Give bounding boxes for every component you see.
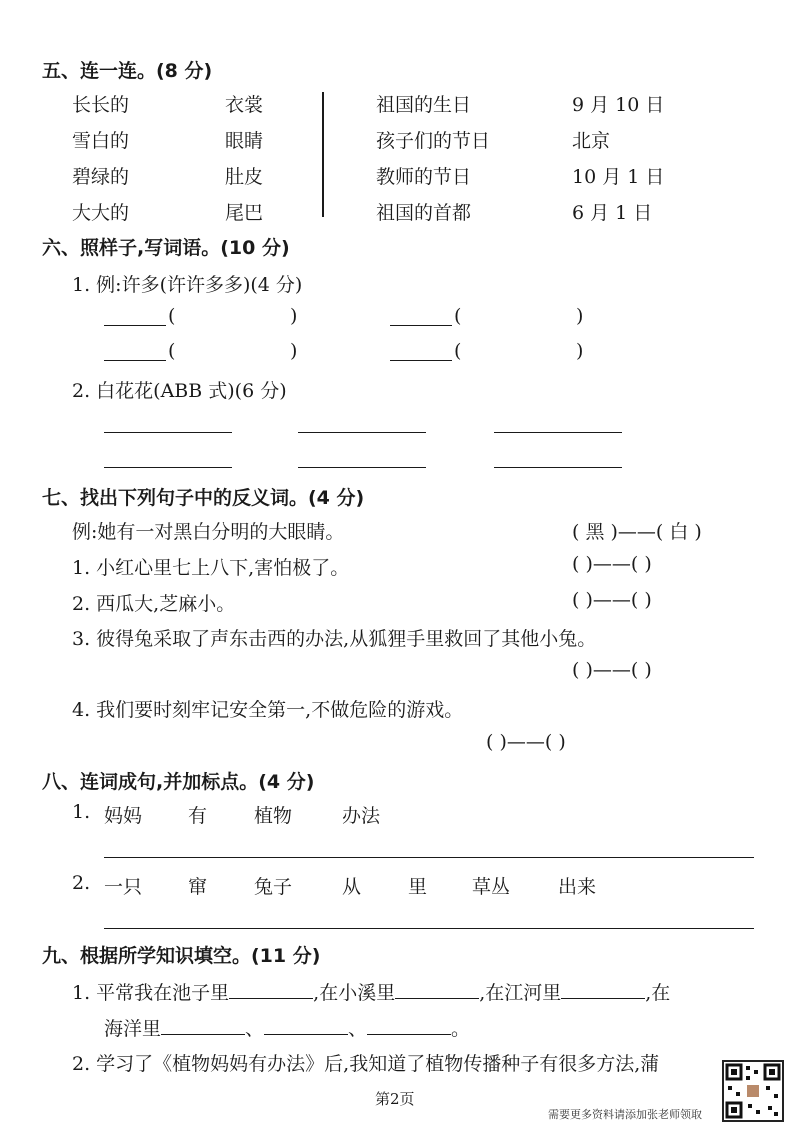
antonym-answer-blank[interactable]: ( )——( ) xyxy=(572,589,652,611)
left-paren: ( xyxy=(454,305,462,327)
answer-line[interactable] xyxy=(104,467,232,468)
right-paren: ) xyxy=(576,340,584,362)
right-paren: ) xyxy=(290,305,298,327)
sentence-answer-line[interactable] xyxy=(104,857,754,858)
answer-line[interactable] xyxy=(298,432,426,433)
match-left-item: 碧绿的 xyxy=(72,166,130,188)
section9-q2: 2. 学习了《植物妈妈有办法》后,我知道了植物传播种子有很多方法,蒲 xyxy=(72,1053,660,1075)
separator: 、 xyxy=(348,1018,368,1040)
answer-line[interactable] xyxy=(298,467,426,468)
section6-title: 六、照样子,写词语。(10 分) xyxy=(42,237,290,259)
section7-title: 七、找出下列句子中的反义词。(4 分) xyxy=(42,487,365,509)
word-chip: 从 xyxy=(342,876,362,898)
page-number: 第2页 xyxy=(375,1090,415,1108)
answer-line[interactable] xyxy=(390,325,452,326)
match-date-item: 6 月 1 日 xyxy=(572,202,653,224)
section9-q1-line2 xyxy=(104,1014,470,1041)
section6-q1: 1. 例:许多(许许多多)(4 分) xyxy=(72,274,303,296)
text: ,在江河里 xyxy=(479,982,562,1004)
match-noun-item: 尾巴 xyxy=(225,202,264,224)
section7-q2: 2. 西瓜大,芝麻小。 xyxy=(72,593,236,615)
answer-line[interactable] xyxy=(104,432,232,433)
fill-blank[interactable] xyxy=(161,1016,245,1035)
word-chip: 植物 xyxy=(254,805,293,827)
sentence-answer-line[interactable] xyxy=(104,928,754,929)
match-date-item: 北京 xyxy=(572,130,611,152)
word-chip: 出来 xyxy=(558,876,597,898)
antonym-answer-blank[interactable]: ( )——( ) xyxy=(572,659,652,681)
right-paren: ) xyxy=(290,340,298,362)
fill-blank[interactable] xyxy=(264,1016,348,1035)
qr-code-icon xyxy=(722,1060,784,1122)
section7-q3: 3. 彼得兔采取了声东击西的办法,从狐狸手里救回了其他小兔。 xyxy=(72,628,597,650)
fill-blank[interactable] xyxy=(367,1016,451,1035)
match-left-item: 长长的 xyxy=(72,94,130,116)
question-number: 1. xyxy=(72,801,91,823)
text: ,在 xyxy=(645,982,671,1004)
qr-code-graphic xyxy=(724,1062,782,1120)
text: 1. 平常我在池子里 xyxy=(72,982,230,1004)
section6-q2: 2. 白花花(ABB 式)(6 分) xyxy=(72,380,287,402)
divider xyxy=(322,92,324,217)
match-right-item: 祖国的生日 xyxy=(376,94,472,116)
word-chip: 有 xyxy=(188,805,208,827)
fill-blank[interactable] xyxy=(395,980,479,999)
match-date-item: 9 月 10 日 xyxy=(572,94,665,116)
match-right-item: 孩子们的节日 xyxy=(376,130,491,152)
match-noun-item: 眼睛 xyxy=(225,130,264,152)
section7-q4: 4. 我们要时刻牢记安全第一,不做危险的游戏。 xyxy=(72,699,464,721)
text: 。 xyxy=(451,1018,471,1040)
left-paren: ( xyxy=(168,340,176,362)
section5-title: 五、连一连。(8 分) xyxy=(42,60,213,82)
right-paren: ) xyxy=(576,305,584,327)
match-date-item: 10 月 1 日 xyxy=(572,166,665,188)
section7-q1: 1. 小红心里七上八下,害怕极了。 xyxy=(72,557,350,579)
match-left-item: 雪白的 xyxy=(72,130,130,152)
section9-title: 九、根据所学知识填空。(11 分) xyxy=(42,945,321,967)
match-right-item: 教师的节日 xyxy=(376,166,472,188)
example-answer: ( 黑 )——( 白 ) xyxy=(572,521,702,543)
footer-note: 需要更多资料请添加张老师领取 xyxy=(548,1108,702,1121)
word-chip: 草丛 xyxy=(472,876,511,898)
text: ,在小溪里 xyxy=(313,982,396,1004)
answer-line[interactable] xyxy=(494,467,622,468)
antonym-answer-blank[interactable]: ( )——( ) xyxy=(572,553,652,575)
question-number: 2. xyxy=(72,872,91,894)
match-right-item: 祖国的首都 xyxy=(376,202,472,224)
answer-line[interactable] xyxy=(104,325,166,326)
match-left-item: 大大的 xyxy=(72,202,130,224)
antonym-answer-blank[interactable]: ( )——( ) xyxy=(486,731,566,753)
match-noun-item: 肚皮 xyxy=(225,166,264,188)
answer-line[interactable] xyxy=(494,432,622,433)
word-chip: 妈妈 xyxy=(104,805,143,827)
match-noun-item: 衣裳 xyxy=(225,94,264,116)
section9-q1-line1 xyxy=(72,978,670,1005)
text: 海洋里 xyxy=(104,1018,162,1040)
word-chip: 兔子 xyxy=(254,876,293,898)
word-chip: 里 xyxy=(408,876,428,898)
word-chip: 一只 xyxy=(104,876,143,898)
answer-line[interactable] xyxy=(104,360,166,361)
fill-blank[interactable] xyxy=(229,980,313,999)
separator: 、 xyxy=(245,1018,265,1040)
fill-blank[interactable] xyxy=(561,980,645,999)
section8-title: 八、连词成句,并加标点。(4 分) xyxy=(42,771,315,793)
section7-example: 例:她有一对黑白分明的大眼睛。 xyxy=(72,521,345,543)
left-paren: ( xyxy=(454,340,462,362)
word-chip: 办法 xyxy=(342,805,381,827)
answer-line[interactable] xyxy=(390,360,452,361)
word-chip: 窜 xyxy=(188,876,208,898)
left-paren: ( xyxy=(168,305,176,327)
